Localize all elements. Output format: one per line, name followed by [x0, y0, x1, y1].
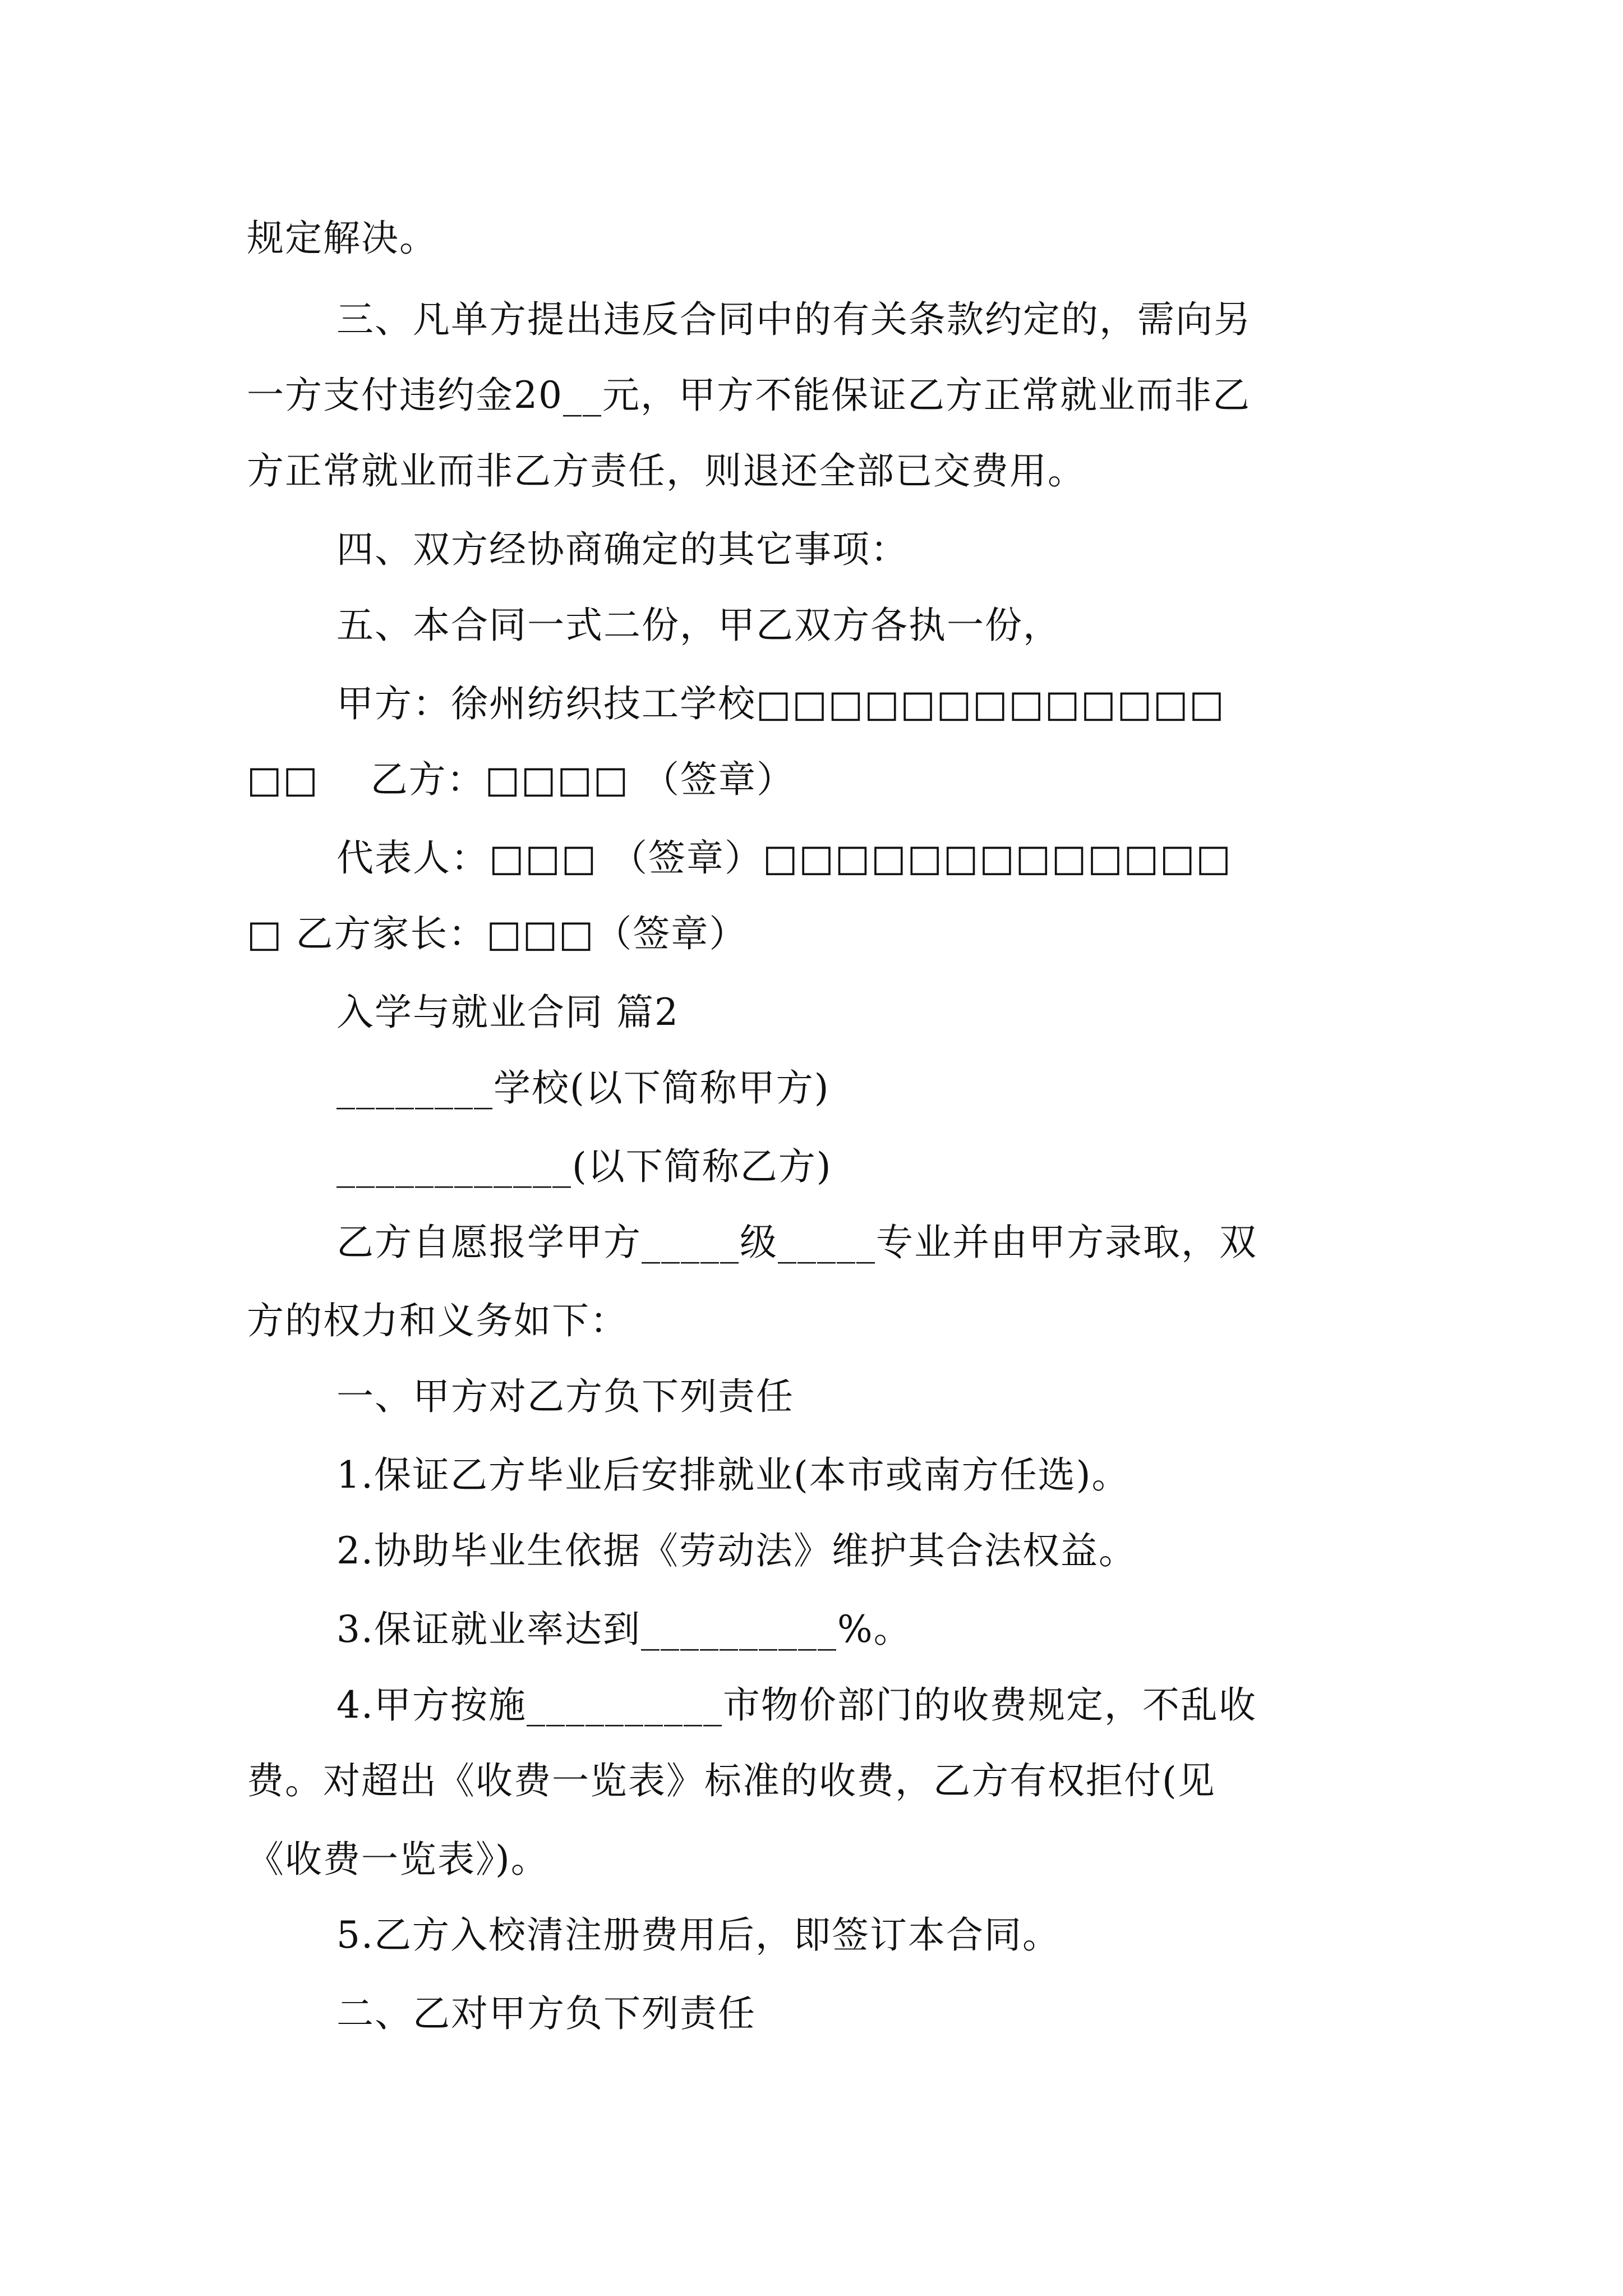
- list-item: 5.乙方入校清注册费用后，即签订本合同。: [336, 1913, 1061, 1957]
- paragraph-line: 《收费一览表》)。: [247, 1838, 549, 1881]
- list-item: 1.保证乙方毕业后安排就业(本市或南方任选)。: [336, 1453, 1130, 1497]
- clause-four: 四、双方经协商确定的其它事项：: [336, 528, 909, 571]
- section-heading: 一、甲方对乙方负下列责任: [336, 1375, 794, 1418]
- parent-signature: □ 乙方家长：□□□（签章）: [247, 912, 748, 955]
- list-item: 3.保证就业率达到__________%。: [336, 1608, 912, 1651]
- paragraph-line: 费。对超出《收费一览表》标准的收费，乙方有权拒付(见: [247, 1759, 1216, 1802]
- representative-signature: 代表人：□□□ （签章）□□□□□□□□□□□□□: [336, 836, 1232, 880]
- party-b-signature: □□ 乙方：□□□□ （签章）: [247, 758, 795, 801]
- section-title: 入学与就业合同 篇2: [336, 991, 679, 1034]
- enrollment-clause: 乙方自愿报学甲方_____级_____专业并由甲方录取，双: [336, 1221, 1257, 1264]
- list-item: 2.协助毕业生依据《劳动法》维护其合法权益。: [336, 1529, 1137, 1572]
- party-b-name: ____________(以下简称乙方): [336, 1145, 832, 1188]
- party-a-signature: 甲方：徐州纺织技工学校□□□□□□□□□□□□□: [336, 682, 1225, 725]
- clause-three: 三、凡单方提出违反合同中的有关条款约定的，需向另: [336, 298, 1252, 341]
- party-a-school: ________学校(以下简称甲方): [336, 1066, 830, 1110]
- paragraph-line: 一方支付违约金20__元，甲方不能保证乙方正常就业而非乙: [247, 374, 1251, 417]
- paragraph-line: 方正常就业而非乙方责任，则退还全部已交费用。: [247, 449, 1086, 493]
- list-item: 4.甲方按施__________市物价部门的收费规定，不乱收: [336, 1683, 1257, 1727]
- section-heading: 二、乙对甲方负下列责任: [336, 1992, 756, 2035]
- paragraph-line: 规定解决。: [247, 217, 437, 260]
- paragraph-line: 方的权力和义务如下：: [247, 1299, 628, 1342]
- clause-five: 五、本合同一式二份，甲乙双方各执一份，: [336, 604, 1061, 647]
